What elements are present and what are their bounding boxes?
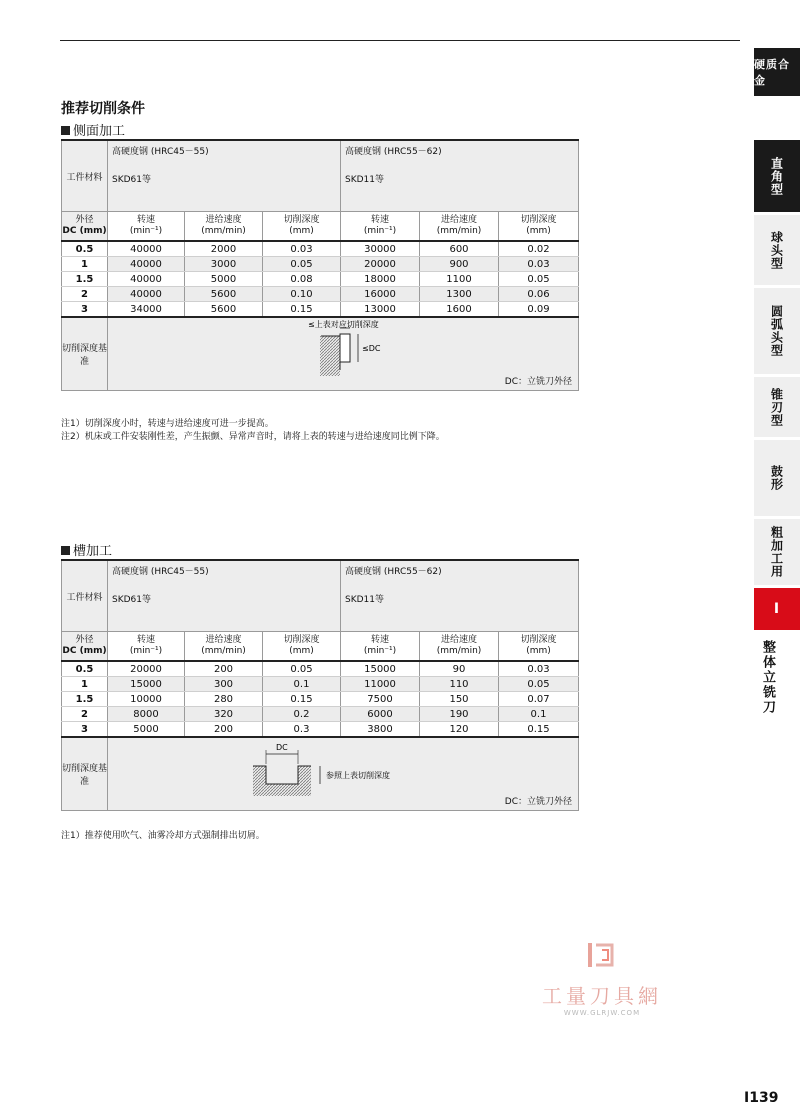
depth-header: 切削深度 (mm) [263, 632, 341, 662]
value-cell: 5600 [185, 302, 263, 318]
side-header-tab[interactable]: 硬质合金 [754, 48, 800, 96]
side-tab-current-section[interactable]: I [754, 588, 800, 630]
diagram-label-side: 参照上表切削深度 [326, 771, 390, 780]
watermark-url: WWW.GLRJW.COM [563, 1009, 641, 1017]
table-row [62, 707, 579, 722]
side-milling-table [61, 139, 579, 391]
depth-header: 切削深度 (mm) [499, 212, 579, 242]
end-mill-shape [340, 334, 350, 362]
material-group-a: 高硬度钢 (HRC45－55) SKD61等 [108, 560, 341, 632]
value-cell: 300 [185, 677, 263, 692]
speed-header: 转速 (min⁻¹) [341, 212, 420, 242]
diagram-note: DC：立铣刀外径 [504, 377, 572, 387]
depth-header: 切削深度 (mm) [263, 212, 341, 242]
value-cell: 90 [420, 661, 499, 677]
value-cell: 5600 [185, 287, 263, 302]
table-row [62, 661, 579, 677]
value-cell: 0.03 [499, 257, 579, 272]
value-cell: 5000 [108, 722, 185, 738]
value-cell: 40000 [108, 241, 185, 257]
note-line: 注1）推荐使用吹气、油雾冷却方式强制排出切屑。 [61, 831, 265, 841]
section-square-icon [61, 546, 70, 555]
diameter-header: 外径 DC (mm) [62, 212, 108, 242]
value-cell: 10000 [108, 692, 185, 707]
top-rule [60, 40, 740, 41]
value-cell: 2000 [185, 241, 263, 257]
section-title-slot-milling: 槽加工 [61, 540, 112, 559]
value-cell: 0.02 [499, 241, 579, 257]
value-cell: 0.1 [263, 677, 341, 692]
value-cell: 110 [420, 677, 499, 692]
value-cell: 15000 [341, 661, 420, 677]
value-cell: 6000 [341, 707, 420, 722]
value-cell: 150 [420, 692, 499, 707]
value-cell: 0.05 [263, 257, 341, 272]
value-cell: 0.10 [263, 287, 341, 302]
depth-ref-label: 切削深度基准 [62, 737, 108, 811]
material-label: 工件材料 [62, 140, 108, 212]
diameter-cell: 1 [62, 257, 108, 272]
diameter-cell: 1.5 [62, 692, 108, 707]
depth-header: 切削深度 (mm) [499, 632, 579, 662]
diameter-cell: 2 [62, 707, 108, 722]
speed-header: 转速 (min⁻¹) [108, 632, 185, 662]
speed-header: 转速 (min⁻¹) [341, 632, 420, 662]
diameter-cell: 1 [62, 677, 108, 692]
value-cell: 190 [420, 707, 499, 722]
value-cell: 3800 [341, 722, 420, 738]
value-cell: 11000 [341, 677, 420, 692]
value-cell: 0.3 [263, 722, 341, 738]
material-label: 工件材料 [62, 560, 108, 632]
value-cell: 0.15 [263, 302, 341, 318]
value-cell: 320 [185, 707, 263, 722]
section-title-side-milling: 侧面加工 [61, 120, 125, 139]
value-cell: 0.08 [263, 272, 341, 287]
value-cell: 900 [420, 257, 499, 272]
value-cell: 280 [185, 692, 263, 707]
value-cell: 15000 [108, 677, 185, 692]
table-row [62, 241, 579, 257]
value-cell: 34000 [108, 302, 185, 318]
value-cell: 0.09 [499, 302, 579, 318]
diameter-cell: 0.5 [62, 241, 108, 257]
note-line: 注2）机床或工件安装刚性差，产生振颤、异常声音时，请将上表的转速与进给速度同比例下降。 [61, 432, 445, 442]
value-cell: 7500 [341, 692, 420, 707]
diagram-label-side: ≤DC [362, 344, 381, 353]
table-row [62, 692, 579, 707]
diagram-label-top: DC [276, 743, 288, 752]
value-cell: 0.03 [263, 241, 341, 257]
value-cell: 5000 [185, 272, 263, 287]
side-tab-taper[interactable]: 锥刃型 [754, 377, 800, 437]
note-line: 注1）切削深度小时，转速与进给速度可进一步提高。 [61, 419, 274, 429]
value-cell: 0.03 [499, 661, 579, 677]
value-cell: 1300 [420, 287, 499, 302]
table-row [62, 257, 579, 272]
value-cell: 600 [420, 241, 499, 257]
side-tab-ball-nose[interactable]: 球头型 [754, 215, 800, 285]
diameter-cell: 2 [62, 287, 108, 302]
value-cell: 3000 [185, 257, 263, 272]
value-cell: 1600 [420, 302, 499, 318]
side-tab-barrel[interactable]: 鼓形 [754, 440, 800, 516]
watermark-name: 工量刀具網 [542, 984, 662, 1008]
depth-diagram-side [108, 317, 579, 391]
value-cell: 0.07 [499, 692, 579, 707]
page-number: I139 [744, 1090, 779, 1106]
table-row [62, 287, 579, 302]
diagram-label-top: ≤上表对应切削深度 [308, 320, 379, 329]
value-cell: 40000 [108, 287, 185, 302]
table-row [62, 302, 579, 318]
table-row [62, 722, 579, 738]
workpiece-shape [253, 766, 311, 796]
diameter-cell: 3 [62, 302, 108, 318]
value-cell: 200 [185, 661, 263, 677]
side-tab-roughing[interactable]: 粗加工用 [754, 519, 800, 585]
slot-milling-notes [61, 830, 265, 843]
value-cell: 8000 [108, 707, 185, 722]
speed-header: 转速 (min⁻¹) [108, 212, 185, 242]
value-cell: 0.05 [263, 661, 341, 677]
depth-diagram-slot [108, 737, 579, 811]
side-tab-square-end[interactable]: 直角型 [754, 140, 800, 212]
diameter-header: 外径 DC (mm) [62, 632, 108, 662]
diameter-cell: 0.5 [62, 661, 108, 677]
value-cell: 20000 [341, 257, 420, 272]
feed-header: 进给速度 (mm/min) [420, 212, 499, 242]
feed-header: 进给速度 (mm/min) [185, 212, 263, 242]
value-cell: 0.15 [263, 692, 341, 707]
value-cell: 40000 [108, 257, 185, 272]
workpiece-shape [320, 336, 340, 376]
feed-header: 进给速度 (mm/min) [420, 632, 499, 662]
material-group-a: 高硬度钢 (HRC45－55) SKD61等 [108, 140, 341, 212]
value-cell: 20000 [108, 661, 185, 677]
value-cell: 1100 [420, 272, 499, 287]
value-cell: 16000 [341, 287, 420, 302]
watermark-logo-icon [582, 940, 622, 970]
value-cell: 0.05 [499, 677, 579, 692]
material-group-b: 高硬度钢 (HRC55－62) SKD11等 [341, 140, 579, 212]
value-cell: 0.1 [499, 707, 579, 722]
side-section-title: 整体立铣刀 [760, 640, 775, 715]
depth-ref-label: 切削深度基准 [62, 317, 108, 391]
value-cell: 200 [185, 722, 263, 738]
value-cell: 30000 [341, 241, 420, 257]
value-cell: 120 [420, 722, 499, 738]
material-group-b: 高硬度钢 (HRC55－62) SKD11等 [341, 560, 579, 632]
value-cell: 0.05 [499, 272, 579, 287]
diagram-note: DC：立铣刀外径 [504, 797, 572, 807]
diameter-cell: 1.5 [62, 272, 108, 287]
watermark [532, 940, 672, 1017]
slot-milling-table [61, 559, 579, 811]
side-tab-corner-radius[interactable]: 圆弧头型 [754, 288, 800, 374]
feed-header: 进给速度 (mm/min) [185, 632, 263, 662]
value-cell: 0.15 [499, 722, 579, 738]
value-cell: 0.2 [263, 707, 341, 722]
value-cell: 18000 [341, 272, 420, 287]
side-milling-notes [61, 418, 445, 444]
page-title: 推荐切削条件 [61, 101, 145, 117]
section-square-icon [61, 126, 70, 135]
diameter-cell: 3 [62, 722, 108, 738]
value-cell: 40000 [108, 272, 185, 287]
table-row [62, 272, 579, 287]
table-row [62, 677, 579, 692]
value-cell: 0.06 [499, 287, 579, 302]
value-cell: 13000 [341, 302, 420, 318]
